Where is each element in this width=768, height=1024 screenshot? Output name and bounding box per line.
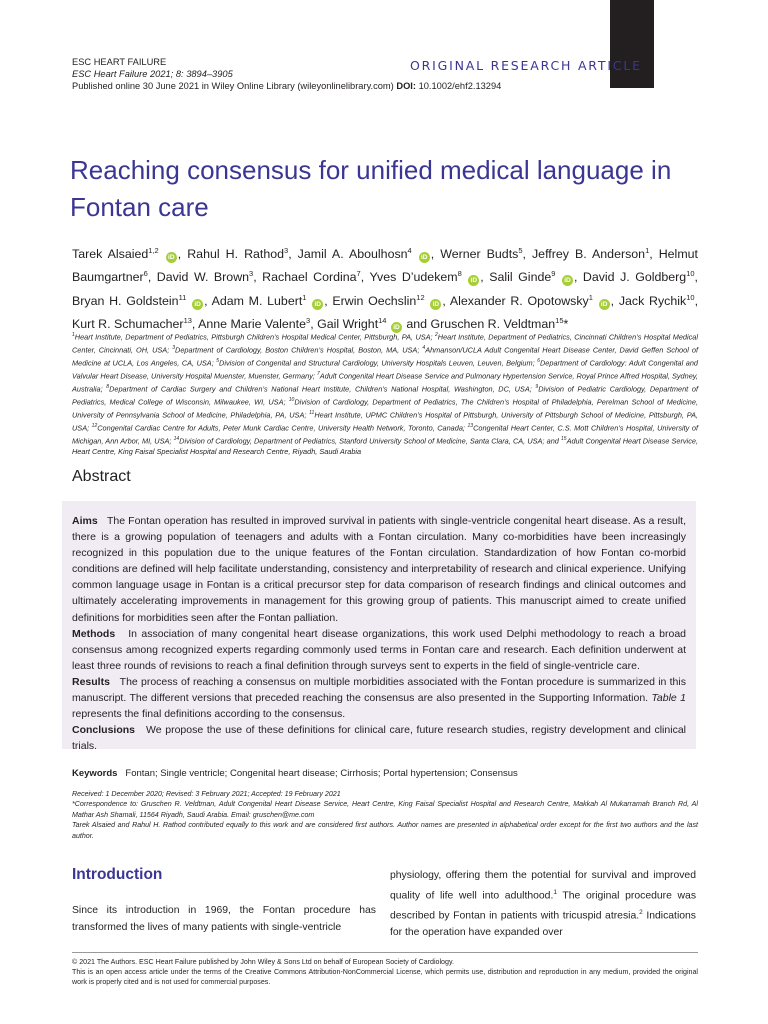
affiliations: $^1$Heart Institute, Department of Pediatrics, Pittsburgh Children’s Hospital Medical Center, Pittsburgh, PA, USA; $^2$Heart Institute, Department of Pediatrics, Cincinnati Children’s Hospital Medical Center, Cincinnati, OH, USA; $^3$Department of Cardiology, Boston Children’s Hospital, Boston, MA, USA; $^4$Ahmanson/UCLA Adult Congenital Heart Disease Center, David Geffen School of Medicine at UCLA, Los Angeles, CA, USA; $^5$Division of Congenital and Structural Cardiology, University Hospitals Leuven, Leuven, Belgium; $^6$Department of Cardiology: Adult Congenital and Valvular Heart Disease, University Hospital Muenster, Muenster, Germany; $^7$Adult Congenital Heart Disease Service and Pulmonary Hypertension Service, Royal Prince Alfred Hospital, Sydney, Australia; $^8$Department of Cardiac Surgery and Children’s National Heart Institute, Children’s National Hospital, Washington, DC, USA; $^9$Division of Pediatric Cardiology, Department of Pediatrics, Medical College of Wisconsin, Milwaukee, WI, USA; $^{10}$Division of Cardiology, Department of Pediatrics, The Children’s Hospital of Philadelphia, Perelman School of Medicine, University of Pennsylvania School of Medicine, Philadelphia, PA, USA; $^{11}$Heart Institute, UPMC Children’s Hospital of Pittsburgh, University of Pittsburgh School of Medicine, Pittsburgh, PA, USA; $^{12}$Congenital Cardiac Centre for Adults, Peter Munk Cardiac Centre, University Health Network, Toronto, Canada; $^{13}$Congenital Heart Center, C.S. Mott Children’s Hospital, University of Michigan, Ann Arbor, MI, USA; $^{14}$Division of Cardiology, Department of Pediatrics, Stanford University School of Medicine, Santa Clara, CA, USA; and $^{15}$Adult Congenital Heart Disease Service, Heart Centre, King Faisal Specialist Hospital and Research Centre, Riyadh, Saudi Arabia xyxy=(72,332,699,457)
orcid-icon[interactable]: iD xyxy=(312,299,323,310)
keywords-label: Keywords xyxy=(72,768,118,779)
orcid-icon[interactable]: iD xyxy=(562,275,573,286)
abstract-aims xyxy=(72,513,686,626)
article-dates: Received: 1 December 2020; Revised: 3 February 2021; Accepted: 19 February 2021 xyxy=(72,790,341,798)
footer-divider xyxy=(72,952,698,953)
journal-citation: ESC Heart Failure 2021; 8: 3894–3905 xyxy=(72,69,233,79)
abstract-heading: Abstract xyxy=(72,468,131,485)
orcid-icon[interactable]: iD xyxy=(166,252,177,263)
published-online: Published online 30 June 2021 in Wiley Online Library (wileyonlinelibrary.com) xyxy=(72,81,394,91)
orcid-icon[interactable]: iD xyxy=(468,275,479,286)
journal-name: ESC HEART FAILURE xyxy=(72,57,167,67)
abstract-methods xyxy=(72,626,686,674)
methods-text: In association of many congenital heart disease organizations, this work used Delphi methodology to reach a broad consensus among recognized experts regarding commonly used terms in Fontan care and research. Each definition underwent at least three rounds of revisions to reach a final definition through surveys sent to experts in the field of single-ventricle care. xyxy=(72,627,686,672)
results-text: The process of reaching a consensus on multiple morbidities associated with the Fontan procedure is summarized in this manuscript. The different versions that preceded reaching the consensus are also presented in the Supporting Information. Table 1 represents the final definitions according to the consensus. xyxy=(72,675,686,721)
copyright-line: © 2021 The Authors. ESC Heart Failure published by John Wiley & Sons Ltd on behalf of European Society of Cardiology. xyxy=(72,958,454,966)
author-list: Tarek Alsaied$^{1,2}$ iD , Rahul H. Rathod$^3$, Jamil A. Aboulhosn$^4$ iD , Werner Budts$^5$, Jeffrey B. Anderson$^1$, Helmut Baumgartner$^6$, David W. Brown$^3$, Rachael Cordina$^7$, Yves D’udekem$^8$ iD , Salil Ginde$^9$ iD , David J. Goldberg$^{10}$, Bryan H. Goldstein$^{11}$ iD , Adam M. Lubert$^1$ iD , Erwin Oechslin$^{12}$ iD , Alexander R. Opotowsky$^1$ iD , Jack Rychik$^{10}$, Kurt R. Schumacher$^{13}$, Anne Marie Valente$^3$, Gail Wright$^{14}$ iD and Gruschen R. Veldtman$^{15}$* xyxy=(72,246,699,332)
abstract-results xyxy=(72,674,686,722)
introduction-right-column: physiology, offering them the potential for survival and improved quality of life well into adulthood.$^1$ The original procedure was described by Fontan in patients with tricuspid atresia.$^2$ Indications for the operation have expanded over xyxy=(390,870,697,939)
introduction-left-column: Since its introduction in 1969, the Fontan procedure has transformed the lives of many patients with single-ventricle xyxy=(72,905,376,933)
doi-link[interactable]: 10.1002/ehf2.13294 xyxy=(418,81,502,91)
conclusions-text: We propose the use of these definitions for clinical care, future research studies, registry development and clinical trials. xyxy=(72,724,686,753)
author-contribution: Tarek Alsaied and Rahul H. Rathod contributed equally to this work and are considered first authors. Author names are presented in alphabetical order except for the first two authors and the last author. xyxy=(72,821,698,840)
abstract-box xyxy=(62,501,696,753)
orcid-icon[interactable]: iD xyxy=(419,252,430,263)
orcid-icon[interactable]: iD xyxy=(192,299,203,310)
publication-line xyxy=(72,80,632,92)
keywords xyxy=(72,768,698,780)
license-text: This is an open access article under the terms of the Creative Commons Attribution-NonCommercial License, which permits use, distribution and reproduction in any medium, provided the original work is properly cited and is not used for commercial purposes. xyxy=(72,968,698,986)
conclusions-label: Conclusions xyxy=(72,724,136,737)
article-type: ORIGINAL RESEARCH ARTICLE xyxy=(410,58,642,73)
keywords-text: Fontan; Single ventricle; Congenital heart disease; Cirrhosis; Portal hypertension; Consensus xyxy=(125,768,518,779)
orcid-icon[interactable]: iD xyxy=(430,299,441,310)
introduction-heading: Introduction xyxy=(72,866,163,883)
license-footer xyxy=(72,957,698,987)
methods-label: Methods xyxy=(72,627,116,640)
abstract-conclusions xyxy=(72,722,686,754)
orcid-icon[interactable]: iD xyxy=(599,299,610,310)
doi-label: DOI: xyxy=(396,81,416,91)
correspondence: *Correspondence to: Gruschen R. Veldtman, Adult Congenital Heart Disease Service, Heart Centre, King Faisal Specialist Hospital and Research Centre, Makkah Al Mukarramah Branch Rd, Al Mathar Ash Shamali, 11564 Riyadh, Saudi Arabia. Email: gruschen@me.com xyxy=(72,800,698,819)
orcid-icon[interactable]: iD xyxy=(391,322,402,333)
article-title: Reaching consensus for unified medical language in Fontan care xyxy=(70,155,672,222)
aims-text: The Fontan operation has resulted in improved survival in patients with single-ventricle congenital heart disease. As a result, there is a growing population of teenagers and adults with a Fontan circulation. Many co-morbidities have been increasingly recognized in this population due to the unique features of the Fontan circulation. Standardization of how Fontan co-morbid conditions are defined will help facilitate understanding, consistency and interpretability of research and clinical experience. Unifying common language usage in Fontan is a critical precursor step for data comparison of research findings and clinical outcomes and ultimately accelerating improvements in management for this growing group of patients. This manuscript aimed to create unified definitions for morbidities seen after the Fontan palliation. xyxy=(72,515,686,624)
aims-label: Aims xyxy=(72,515,98,527)
results-label: Results xyxy=(72,675,110,688)
article-notes xyxy=(72,789,698,841)
